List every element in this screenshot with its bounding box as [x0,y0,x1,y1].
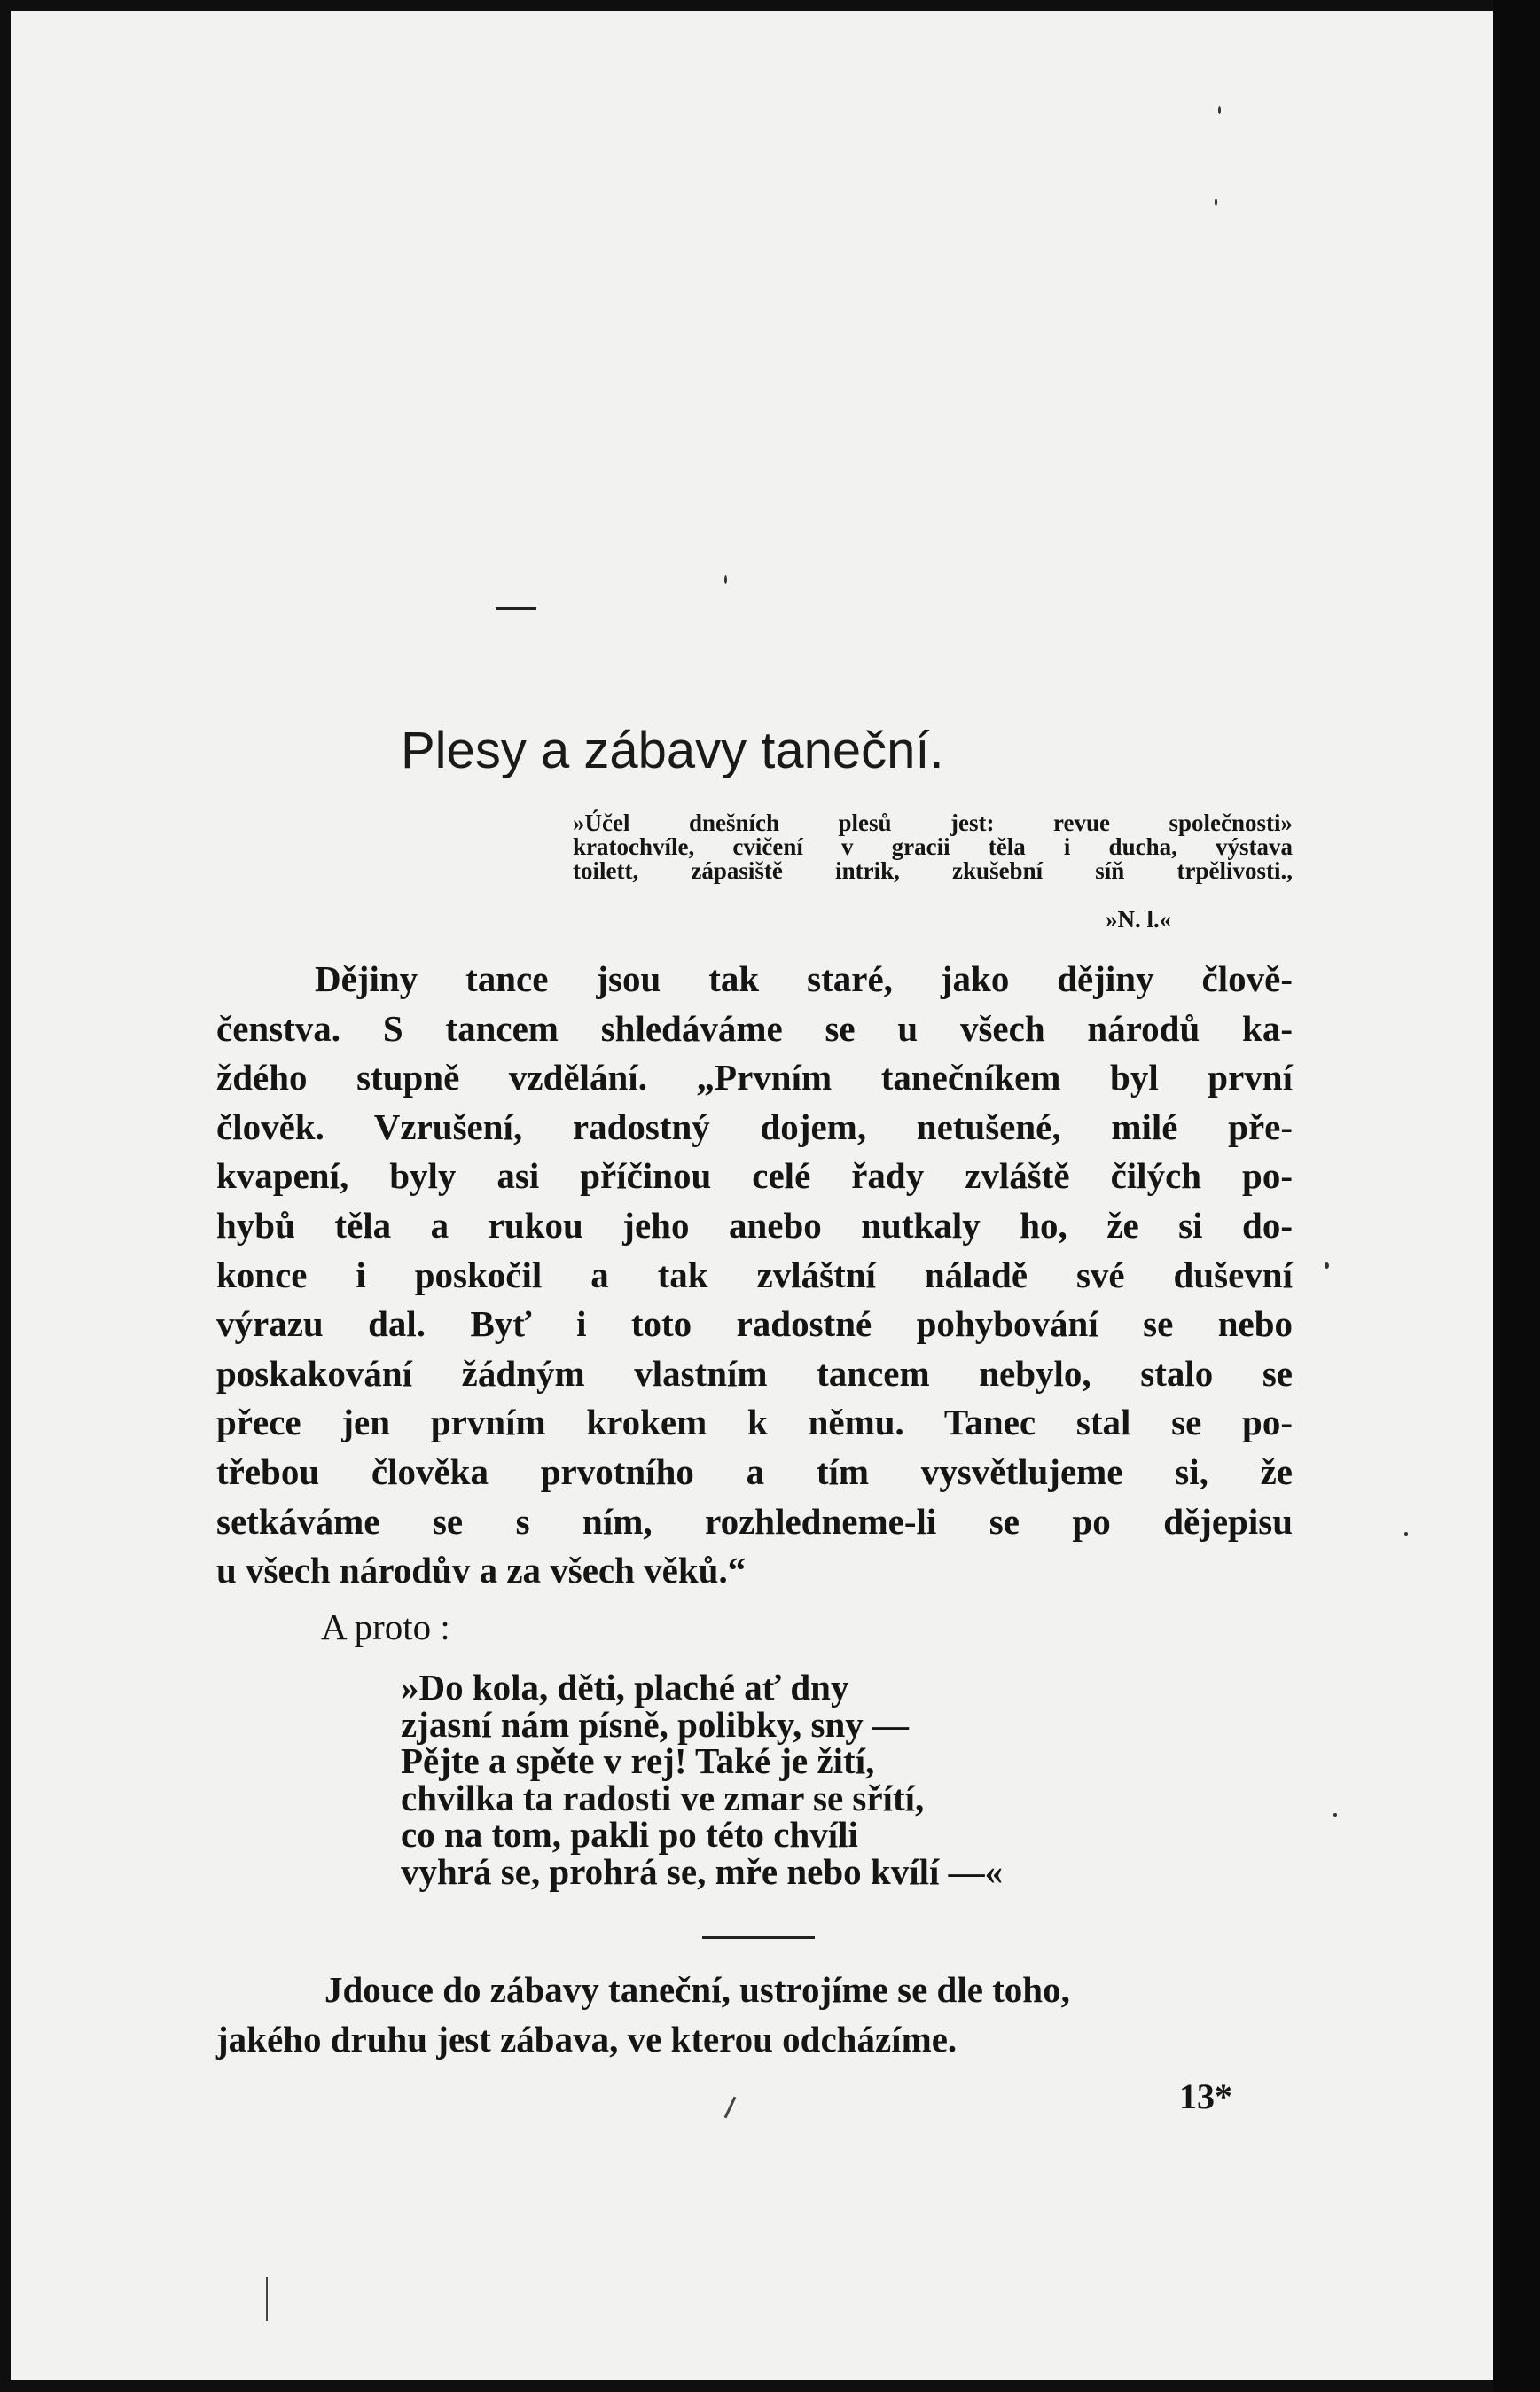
paragraph-line: Jdouce do zábavy taneční, ustrojíme se dle toho, [324,1969,1070,2010]
paragraph-line: Dějiny tance jsou tak staré, jako dějiny člově- [315,958,1293,999]
section-divider [702,1936,815,1939]
epigraph-signature: »N. l.« [1106,906,1172,933]
poem-line: chvilka ta radosti ve zmar se sřítí, [401,1777,925,1818]
poem-line: zjasní nám písně, polibky, sny — [401,1703,910,1745]
paragraph-line: ždého stupně vzdělání. „Prvním tanečníkem byl první [216,1057,1293,1098]
poem-line: vyhrá se, prohrá se, mře nebo kvílí —« [401,1850,1004,1892]
chapter-title: Plesy a zábavy taneční. [401,722,944,779]
scan-speck [724,575,727,584]
poem-line: Pějte a spěte v rej! Také je žití, [401,1740,875,1781]
scan-speck [1218,106,1221,114]
scan-speck [1215,199,1217,206]
scan-border [1493,0,1540,2392]
book-page [11,11,1493,2380]
poem-line: co na tom, pakli po této chvíli [401,1814,858,1855]
epigraph-line: toilett, zápasiště intrik, zkušební síň trpělivosti., [573,857,1293,884]
paragraph-line: poskakování žádným vlastním tancem nebylo, stalo se [216,1352,1293,1394]
paragraph-1 [216,955,1293,1596]
scan-mark [724,2097,737,2119]
paragraph-line: konce i poskočil a tak zvláštní náladě své duševní [216,1254,1293,1295]
epigraph-line: »Účel dnešních plesů jest: revue společnosti» [573,809,1293,836]
a-proto-line: A proto : [321,1606,450,1647]
paragraph-line: u všech národův a za všech věků.“ [216,1550,747,1591]
decorative-dash [496,607,536,610]
paragraph-line: setkáváme se s ním, rozhledneme-li se po dějepisu [216,1500,1293,1542]
scan-speck [1333,1813,1337,1817]
paragraph-line: hybů těla a rukou jeho anebo nutkaly ho, že si do- [216,1204,1293,1246]
paragraph-line: jakého druhu jest zábava, ve kterou odcházíme. [216,2019,958,2060]
scan-mark [266,2277,268,2321]
paragraph-line: výrazu dal. Byť i toto radostné pohybování se nebo [216,1303,1293,1345]
closing-paragraph [216,1965,1293,2064]
scan-speck [1404,1532,1408,1536]
epigraph [573,811,1293,883]
paragraph-line: člověk. Vzrušení, radostný dojem, netušené, milé pře- [216,1106,1293,1147]
paragraph-line: kvapení, byly asi příčinou celé řady zvláště čilých po- [216,1155,1293,1197]
paragraph-line: třebou člověka prvotního a tím vysvětlujeme si, že [216,1450,1293,1492]
paragraph-line: čenstva. S tancem shledáváme se u všech národů ka- [216,1007,1293,1049]
paragraph-line: přece jen prvním krokem k němu. Tanec stal se po- [216,1402,1293,1443]
page-number: 13* [1179,2076,1232,2116]
poem-line: »Do kola, děti, plaché ať dny [401,1667,849,1708]
scan-speck [1325,1262,1329,1269]
poem [401,1669,1003,1890]
epigraph-line: kratochvíle, cvičení v gracii těla i ducha, výstava [573,833,1293,860]
